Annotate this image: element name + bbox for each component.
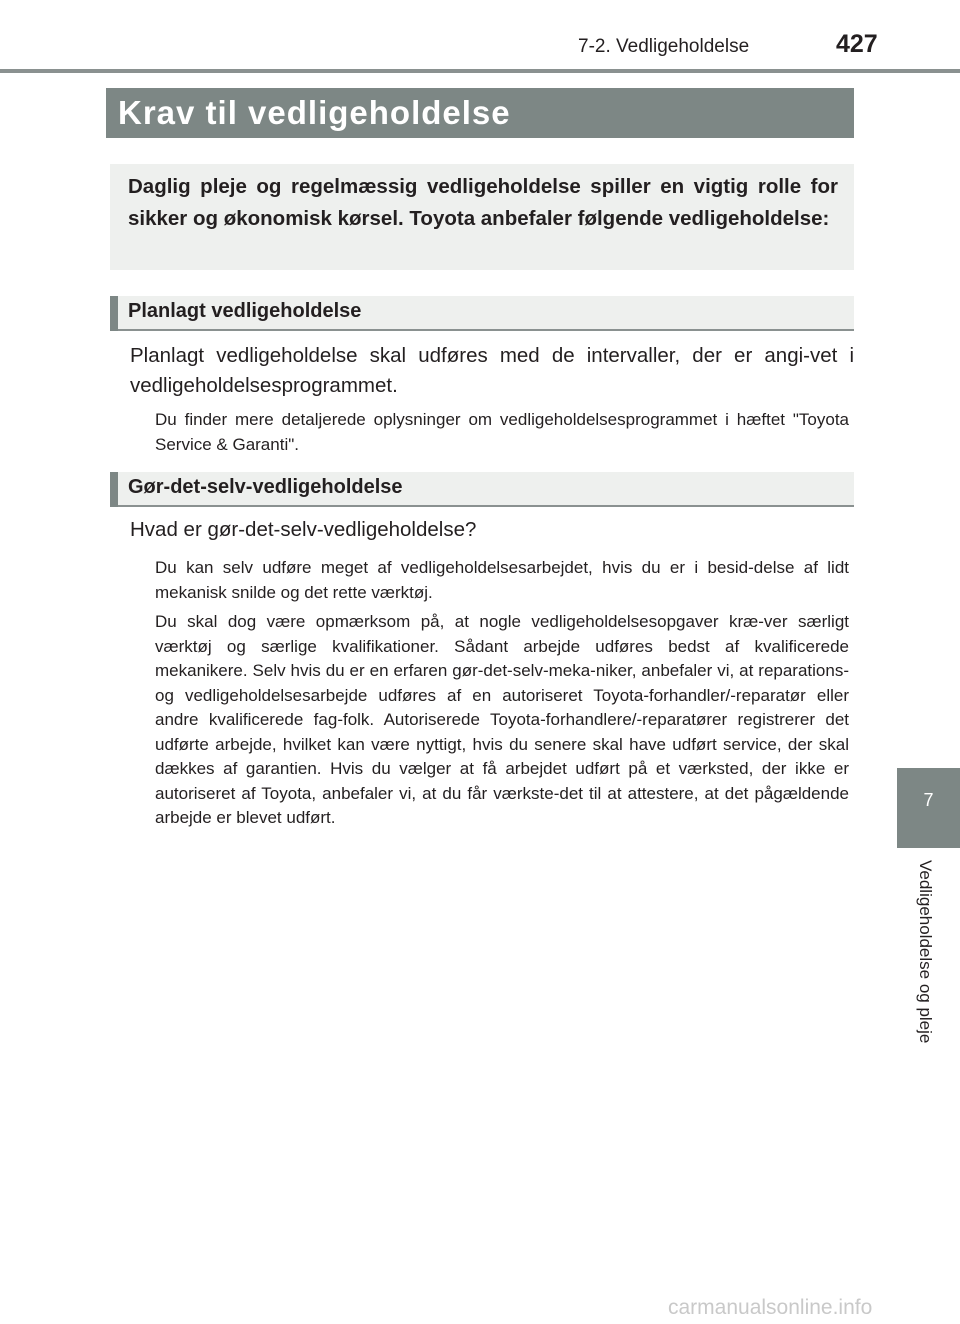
chapter-label: Vedligeholdelse og pleje: [916, 860, 935, 1044]
section-accent: [110, 296, 118, 331]
watermark: carmanualsonline.info: [668, 1296, 873, 1319]
diy-question: Hvad er gør-det-selv-vedligeholdelse?: [130, 518, 477, 541]
planned-note: Du finder mere detaljerede oplysninger om vedligeholdelsesprogrammet i hæftet "Toyota Service & Garanti".: [155, 410, 849, 454]
intro-text: Daglig pleje og regelmæssig vedligeholdelse spiller en vigtig rolle for sikker og økonomisk kørsel. Toyota anbefaler følgende vedligeholdelse:: [128, 175, 838, 230]
diy-note-2: Du skal dog være opmærksom på, at nogle vedligeholdelsesopgaver kræ-ver særligt værktøj og særlige kvalifikationer. Sådant arbejde udføres bedst af kvalificerede mekanikere. Selv hvis du er en erfaren gør-det-selv-meka-niker, anbefaler vi, at reparations- og vedligeholdelsesarbejde udføres af en autoriseret Toyota-forhandler/-reparatør eller andre kvalificerede fag-folk. Autoriserede Toyota-forhandlere/-reparatører registrerer det udførte arbejde, hvilket kan være nyttigt, hvis du senere skal have udført service, der skal dækkes af garantien. Hvis du vælger at få arbejdet udført på et værksted, der ikke er autoriseret af Toyota, anbefaler vi, at du får værkste-det til at attestere, at det pågældende arbejde er blevet udført.: [155, 612, 849, 827]
section-heading-diy: [110, 472, 854, 507]
header-section-title: 7-2. Vedligeholdelse: [578, 36, 750, 57]
header-rule: [0, 69, 960, 73]
intro-box: [110, 164, 854, 270]
page-number: 427: [836, 30, 878, 58]
section-accent: [110, 472, 118, 507]
page-title: Krav til vedligeholdelse: [118, 94, 511, 131]
chapter-number: 7: [923, 790, 934, 810]
section-heading-label: Planlagt vedligeholdelse: [128, 300, 362, 322]
section-heading-label: Gør-det-selv-vedligeholdelse: [128, 476, 403, 498]
diy-note-1: Du kan selv udføre meget af vedligeholdelsesarbejdet, hvis du er i besid-delse af lidt mekanisk snilde og det rette værktøj.: [155, 558, 849, 602]
title-bar: [106, 88, 854, 138]
section-heading-planned: [110, 296, 854, 331]
planned-body: Planlagt vedligeholdelse skal udføres med de intervaller, der er angi-vet i vedligeholdelsesprogrammet.: [130, 344, 854, 397]
chapter-tab: [897, 768, 960, 848]
